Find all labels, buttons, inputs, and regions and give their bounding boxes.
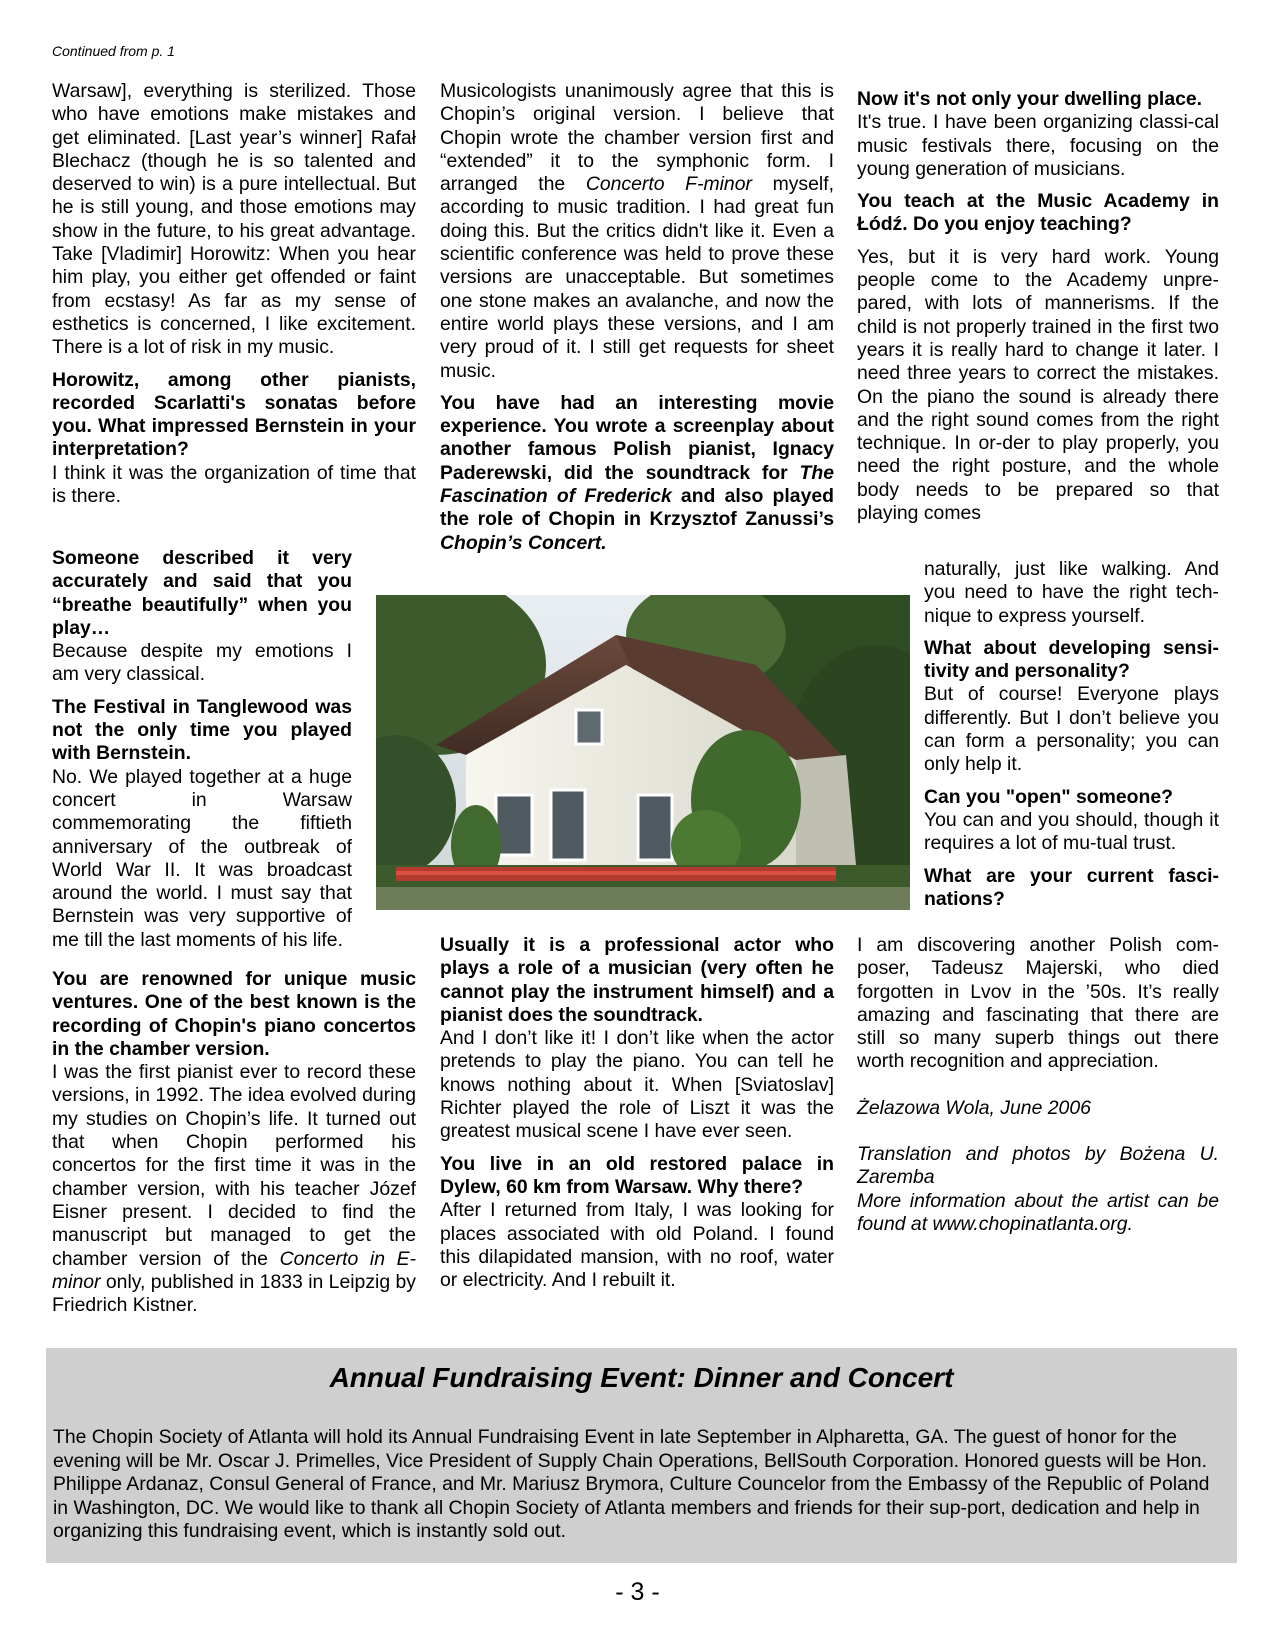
interview-answer: naturally, just like walking. And you need to have the right tech-nique to express yourself. xyxy=(924,558,1219,627)
interview-answer: You can and you should, though it requires a lot of mu-tual trust. xyxy=(924,808,1219,855)
paragraph: Musicologists unanimously agree that this is Chopin’s original version. I believe that Chopin wrote the chamber version first and “extended” it to the symphonic form. I arranged the Concerto F-minor myself, according to music tradition. I had great fun doing this. But the critics didn't like it. Even a scientific conference was held to prove these versions are unacceptable. But sometimes one stone makes an avalanche, and now the entire world plays these versions, and I am very proud of it. I still get requests for sheet music. xyxy=(440,80,834,382)
interview-question: What are your current fasci-nations? xyxy=(924,864,1219,910)
interview-question: Usually it is a professional actor who plays a role of a musician (very often he cannot play the instrument himself) and a pianist does the soundtrack. xyxy=(440,934,834,1026)
continued-note: Continued from p. 1 xyxy=(52,43,175,59)
more-info-note: More information about the artist can be found at www.chopinatlanta.org. xyxy=(857,1189,1219,1235)
column-1-narrow xyxy=(52,547,352,952)
interview-answer: No. We played together at a huge concert in Warsaw commemorating the fiftieth anniversary of the outbreak of World War II. It was broadcast around the world. I must say that Bernstein was very supportive of me till the last moments of his life. xyxy=(52,765,352,951)
page-number: - 3 - xyxy=(615,1578,660,1606)
fundraising-event-box xyxy=(46,1348,1237,1563)
interview-question: Can you "open" someone? xyxy=(924,785,1173,808)
column-1-lower xyxy=(52,968,416,1317)
interview-answer: After I returned from Italy, I was looking for places associated with old Poland. I found this dilapidated mansion, with no roof, water or electricity. And I rebuilt it. xyxy=(440,1199,834,1292)
interview-answer: But of course! Everyone plays differently. But I don’t believe you can form a personality; you can only help it. xyxy=(924,683,1219,776)
interview-question: Now it's not only your dwelling place. xyxy=(857,88,1203,110)
column-3-lower xyxy=(857,934,1219,1236)
interview-answer: I think it was the organization of time that is there. xyxy=(52,461,416,508)
column-2-upper xyxy=(440,80,834,555)
fundraising-event-title: Annual Fundraising Event: Dinner and Concert xyxy=(329,1362,954,1393)
interview-question: What about developing sensi-tivity and personality? xyxy=(924,636,1219,683)
column-1-upper xyxy=(52,80,416,508)
interview-question: You teach at the Music Academy in Łódź. Do you enjoy teaching? xyxy=(857,190,1219,236)
interview-question: You have had an interesting movie experience. You wrote a screenplay about another famous Polish pianist, Ignacy Paderewski, did the soundtrack for The Fascination of Frederick and also played the role of Chopin in Krzysztof Zanussi’s Chopin’s Concert. xyxy=(440,391,834,554)
interview-answer: Yes, but it is very hard work. Young people come to the Academy unpre-pared, with lots of mannerisms. If the child is not properly trained in the first two years it is really hard to change it later. I need three years to correct the mistakes. On the piano the sound is already there and the right sound comes from the right technique. In or-der to play properly, you need the right posture, and the whole body needs to be prepared so that playing comes xyxy=(857,245,1219,525)
interview-answer: It's true. I have been organizing classi-cal music festivals there, focusing on the young generation of musicians. xyxy=(857,111,1219,180)
interview-question: You are renowned for unique music ventures. One of the best known is the recording of Chopin's piano concertos in the chamber version. xyxy=(52,968,416,1060)
place-and-date: Żelazowa Wola, June 2006 xyxy=(857,1096,1091,1119)
column-2-lower xyxy=(440,934,834,1292)
paragraph: Warsaw], everything is sterilized. Those who have emotions make mistakes and get eliminated. [Last year’s winner] Rafał Blechacz (though he is so talented and deserved to win) is a pure intellectual. But he is still young, and those emotions may show in the future, to his great advantage. Take [Vladimir] Horowitz: When you hear him play, you either get offended or faint from ecstasy! As far as my sense of esthetics is concerned, I like excitement. There is a lot of risk in my music. xyxy=(52,80,416,359)
column-3-narrow xyxy=(924,558,1219,911)
interview-answer: And I don’t like it! I don’t like when the actor pretends to play the piano. You can tell he knows nothing about it. When [Sviatoslav] Richter played the role of Liszt it was the greatest musical scene I have ever seen. xyxy=(440,1027,834,1143)
interview-question: Someone described it very accurately and said that you “breathe beautifully” when you play… xyxy=(52,547,352,639)
interview-answer: I am discovering another Polish com-poser, Tadeusz Majerski, who died forgotten in Lvov in the ’50s. It’s really amazing and fascinating that there are still so many superb things out there worth recognition and appreciation. xyxy=(857,934,1219,1073)
interview-question: You live in an old restored palace in Dylew, 60 km from Warsaw. Why there? xyxy=(440,1152,834,1198)
translation-credit: Translation and photos by Bożena U. Zaremba xyxy=(857,1143,1219,1189)
interview-answer: I was the first pianist ever to record these versions, in 1992. The idea evolved during my studies on Chopin’s life. It turned out that when Chopin performed his concertos for the first time it was in the chamber version, with his teacher Józef Eisner present. I decided to find the manuscript but managed to get the chamber version of the Concerto in E-minor only, published in 1833 in Leipzig by Friedrich Kistner. xyxy=(52,1061,416,1317)
interview-question: The Festival in Tanglewood was not the only time you played with Bernstein. xyxy=(52,695,352,765)
interview-question: Horowitz, among other pianists, recorded Scarlatti's sonatas before you. What impressed Bernstein in your interpretation? xyxy=(52,368,416,461)
manor-house-photo xyxy=(376,595,910,910)
interview-answer: Because despite my emotions I am very classical. xyxy=(52,640,352,686)
column-3-upper xyxy=(857,88,1219,525)
fundraising-event-body: The Chopin Society of Atlanta will hold its Annual Fundraising Event in late September in Alpharetta, GA. The guest of honor for the evening will be Mr. Oscar J. Primelles, Vice President of Supply Chain Operations, BellSouth Corporation. Honored guests will be Hon. Philippe Ardanaz, Consul General of France, and Mr. Mariusz Brymora, Culture Councelor from the Embassy of the Republic of Poland in Washington, DC. We would like to thank all Chopin Society of Atlanta members and friends for their sup-port, dedication and help in organizing this fundraising event, which is instantly sold out. xyxy=(53,1426,1210,1542)
